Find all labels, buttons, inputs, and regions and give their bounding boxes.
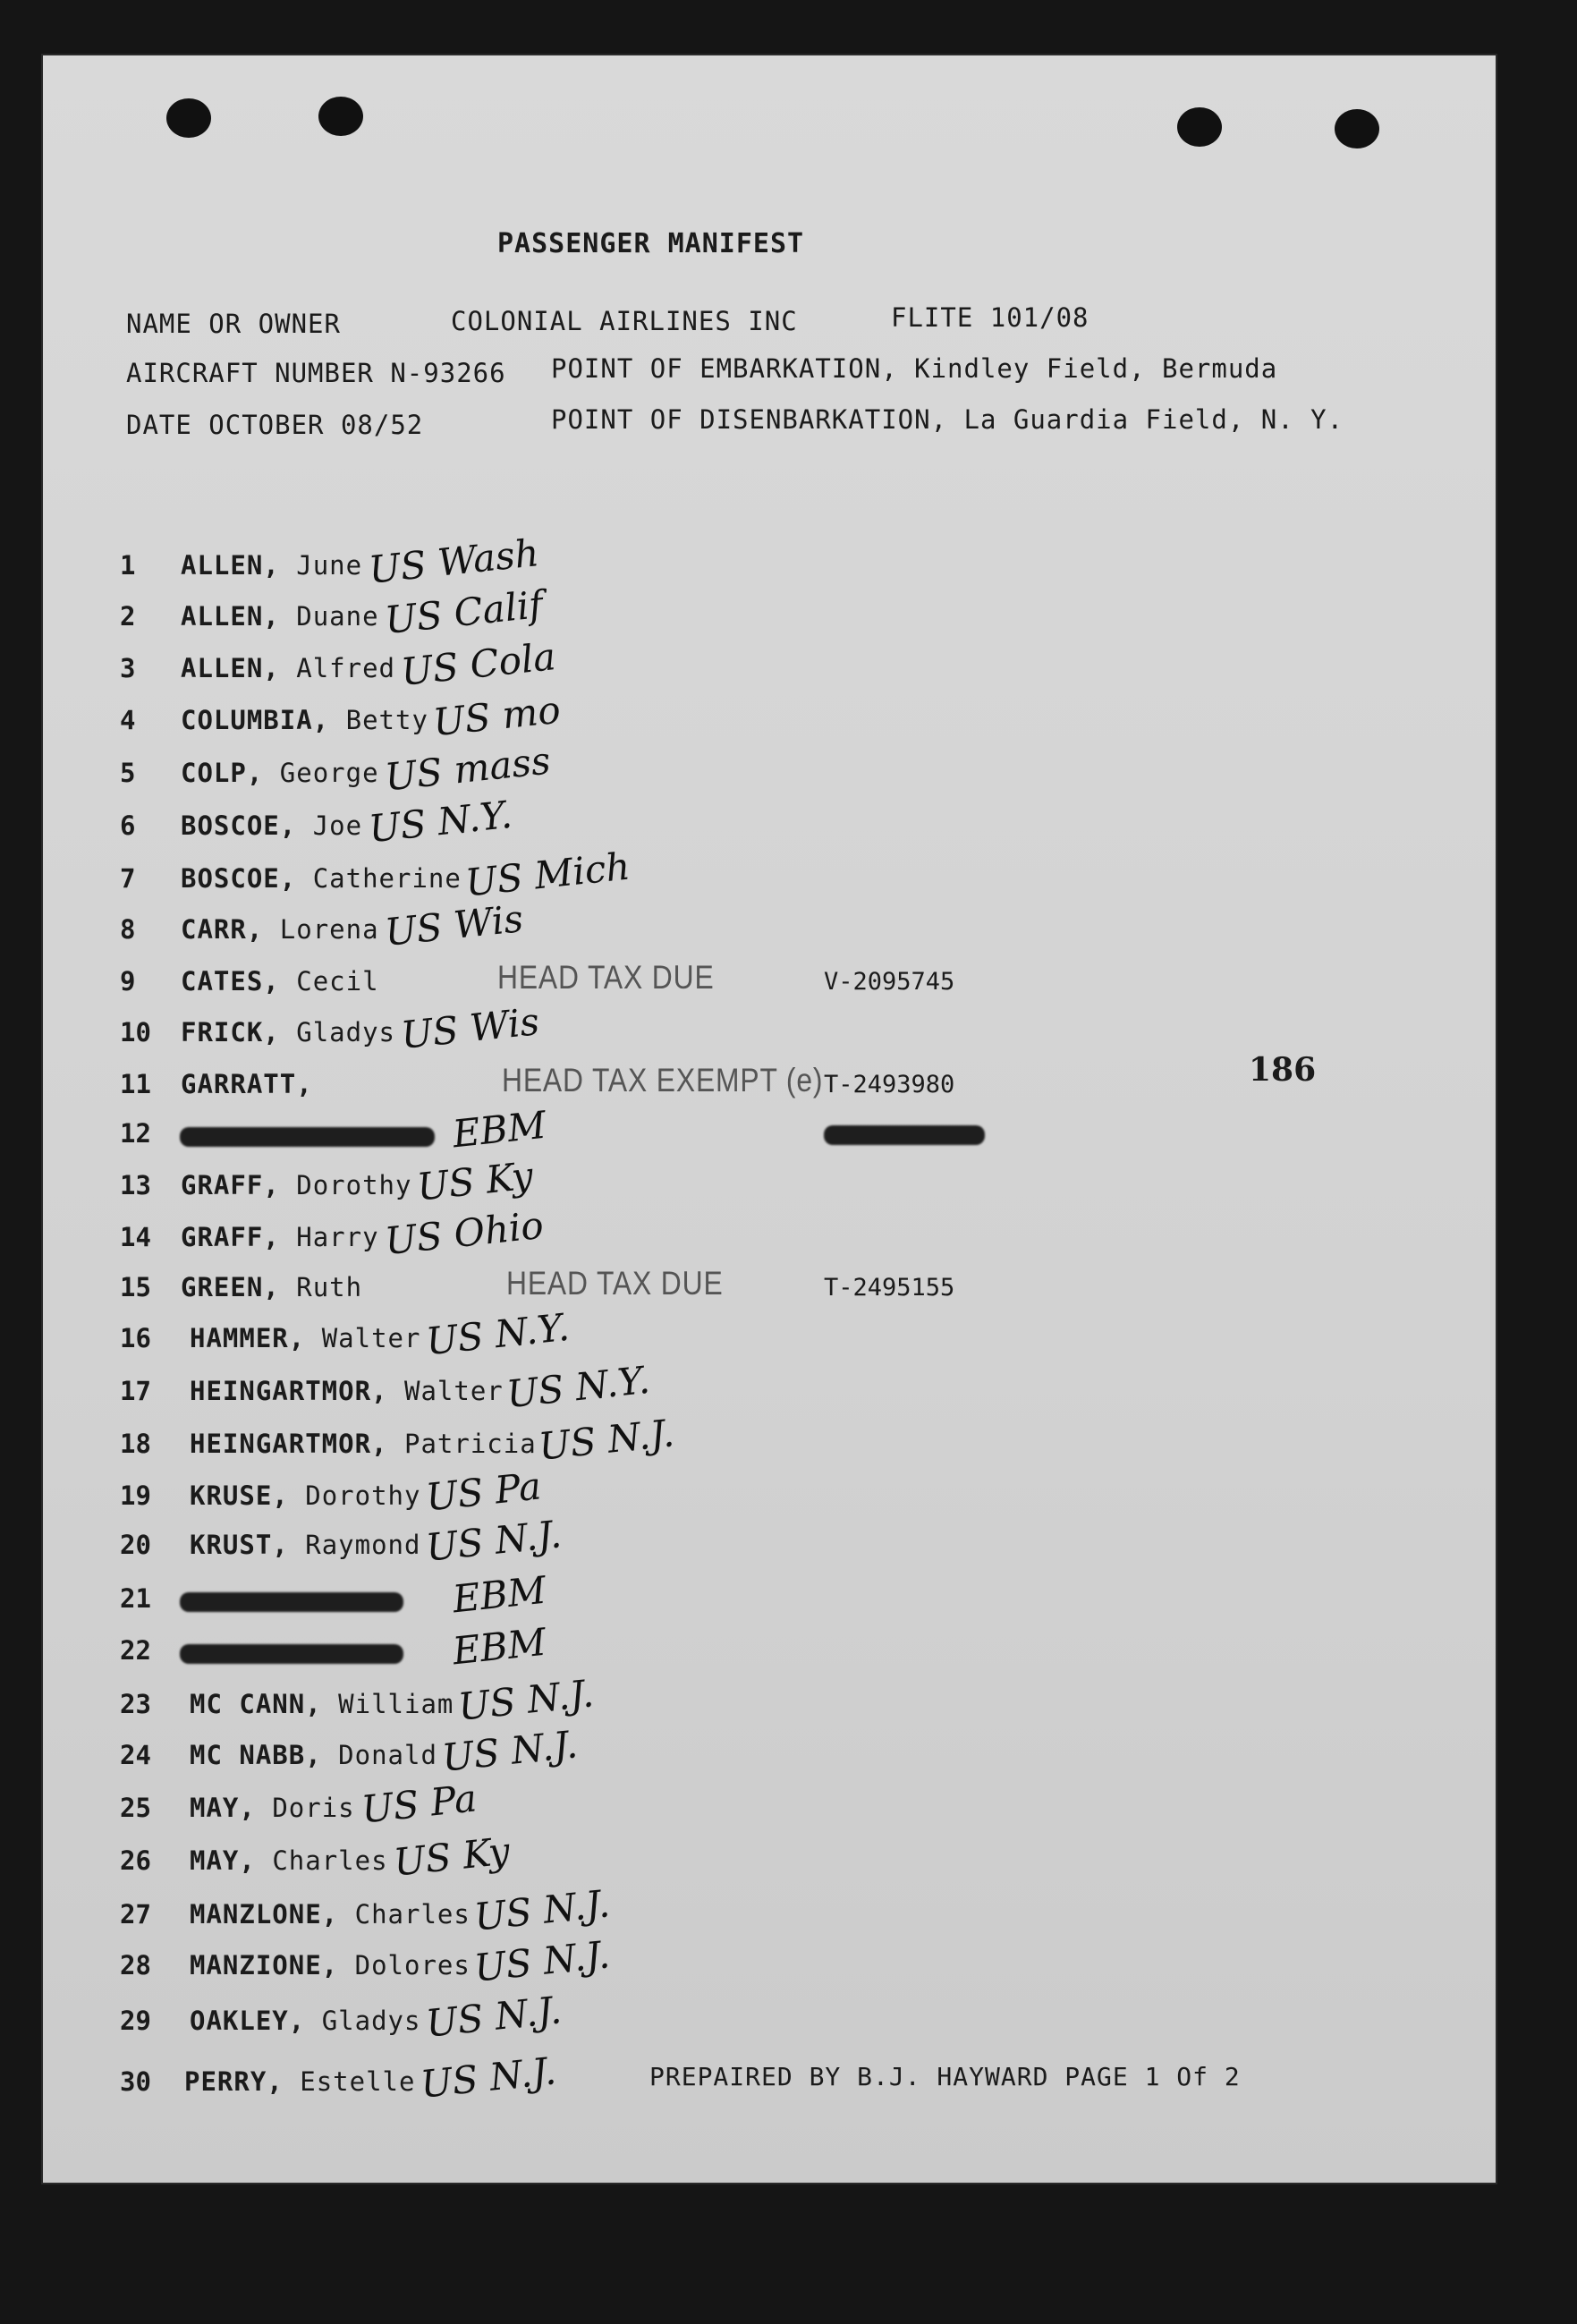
- surname: FRICK,: [181, 1017, 280, 1047]
- surname: HEINGARTMOR,: [190, 1429, 388, 1459]
- passenger-name: [190, 1429, 537, 1459]
- row-number: 30: [120, 2066, 151, 2097]
- passenger-row: [41, 1722, 1383, 1785]
- passenger-name: [190, 1530, 420, 1560]
- passenger-name: [190, 1323, 420, 1353]
- handwritten-note: US Pa: [359, 1776, 479, 1832]
- passenger-row: [41, 1357, 1383, 1421]
- passenger-name: [181, 810, 362, 841]
- row-number: 2: [120, 601, 136, 632]
- handwritten-note: US N.J.: [423, 1512, 564, 1570]
- given-name: Cecil: [296, 966, 379, 997]
- handwritten-note: US N.Y.: [366, 792, 514, 852]
- passenger-row: [41, 999, 1383, 1062]
- given-name: June: [296, 550, 363, 581]
- passenger-row: [41, 1463, 1383, 1525]
- row-number: 3: [120, 653, 136, 683]
- passenger-name: [181, 1170, 411, 1200]
- punch-hole: [1177, 107, 1222, 147]
- name-owner-label: NAME OR OWNER: [126, 309, 341, 339]
- handwritten-note: US Calif: [382, 581, 546, 643]
- prepared-by-footer: PREPAIRED BY B.J. HAYWARD PAGE 1 Of 2: [649, 2062, 1241, 2091]
- passenger-name: [181, 1272, 362, 1302]
- surname: MC NABB,: [190, 1740, 322, 1770]
- passenger-name: [181, 863, 462, 894]
- given-name: Charles: [272, 1845, 388, 1876]
- passenger-row: [41, 1062, 1383, 1114]
- row-number: 11: [120, 1069, 151, 1099]
- given-name: Dolores: [354, 1950, 471, 1980]
- manifest-sheet: [41, 54, 1497, 2184]
- given-name: Estelle: [300, 2066, 416, 2097]
- row-number: 23: [120, 1689, 151, 1719]
- handwritten-note: US mo: [430, 687, 563, 745]
- owner-value: COLONIAL AIRLINES INC: [451, 306, 798, 336]
- given-name: George: [279, 758, 379, 788]
- given-name: Doris: [272, 1793, 355, 1823]
- surname: GREEN,: [181, 1272, 280, 1302]
- row-number: 7: [120, 863, 136, 894]
- surname: HAMMER,: [190, 1323, 306, 1353]
- handwritten-note: US Wis: [382, 896, 526, 954]
- handwritten-note: EBM: [450, 1567, 548, 1622]
- row-number: 19: [120, 1480, 151, 1511]
- passenger-row: [41, 1828, 1383, 1890]
- row-number: 22: [120, 1635, 151, 1666]
- disembarkation: POINT OF DISENBARKATION, La Guardia Field, N. Y.: [551, 404, 1344, 435]
- surname: PERRY,: [184, 2066, 284, 2097]
- row-number: 18: [120, 1429, 151, 1459]
- passenger-name: [190, 1845, 388, 1876]
- aircraft-number: AIRCRAFT NUMBER N-93266: [126, 358, 506, 388]
- passenger-row: [41, 634, 1383, 698]
- row-number: 6: [120, 810, 136, 841]
- passenger-name: [181, 601, 379, 632]
- surname: ALLEN,: [181, 653, 280, 683]
- passenger-row: [41, 896, 1383, 959]
- passenger-row: [41, 1619, 1383, 1680]
- manifest-date: DATE OCTOBER 08/52: [126, 410, 424, 440]
- handwritten-note: EBM: [450, 1619, 548, 1674]
- passenger-name: [181, 1017, 395, 1047]
- given-name: Ruth: [296, 1272, 363, 1302]
- row-number: 29: [120, 2006, 151, 2036]
- given-name: Alfred: [296, 653, 395, 683]
- surname: MAY,: [190, 1793, 256, 1823]
- handwritten-note: US Wash: [366, 530, 541, 592]
- redaction-bar: [180, 1644, 403, 1664]
- row-number: 8: [120, 914, 136, 945]
- surname: KRUST,: [190, 1530, 289, 1560]
- passenger-row: [41, 844, 1383, 908]
- handwritten-note: US Ky: [391, 1828, 513, 1885]
- given-name: William: [338, 1689, 454, 1719]
- passenger-row: [41, 530, 1383, 595]
- handwritten-note: EBM: [450, 1102, 548, 1157]
- given-name: Gladys: [296, 1017, 395, 1047]
- given-name: Charles: [354, 1899, 471, 1930]
- row-number: 24: [120, 1740, 151, 1770]
- surname: MC CANN,: [190, 1689, 322, 1719]
- row-number: 16: [120, 1323, 151, 1353]
- surname: CATES,: [181, 966, 280, 997]
- passenger-row: [41, 792, 1383, 855]
- handwritten-note: US N.J.: [536, 1411, 677, 1469]
- handwritten-note: US N.J.: [471, 1932, 613, 1990]
- handwritten-note: US N.J.: [418, 2048, 559, 2107]
- passenger-name: [181, 705, 428, 735]
- passenger-name: [181, 758, 379, 788]
- given-name: Raymond: [305, 1530, 421, 1560]
- passenger-row: [41, 1202, 1383, 1267]
- ticket-number: V-2095745: [824, 968, 955, 996]
- passenger-row: [41, 1932, 1383, 1995]
- row-number: 25: [120, 1793, 151, 1823]
- row-number: 14: [120, 1222, 151, 1252]
- surname: MAY,: [190, 1845, 256, 1876]
- given-name: Lorena: [279, 914, 379, 945]
- punch-hole: [318, 97, 363, 136]
- given-name: Gladys: [321, 2006, 421, 2036]
- given-name: Betty: [345, 705, 428, 735]
- passenger-name: [181, 966, 379, 997]
- row-number: 12: [120, 1118, 151, 1149]
- surname: COLUMBIA,: [181, 705, 330, 735]
- handwritten-note: US N.Y.: [423, 1304, 572, 1364]
- given-name: Duane: [296, 601, 379, 632]
- given-name: Catherine: [312, 863, 462, 894]
- passenger-name: [190, 2006, 420, 2036]
- passenger-row: [41, 1671, 1383, 1734]
- surname: ALLEN,: [181, 550, 280, 581]
- passenger-row: [41, 1512, 1383, 1574]
- passenger-row: [41, 1411, 1383, 1473]
- row-number: 21: [120, 1583, 151, 1614]
- passenger-row: [41, 1265, 1383, 1317]
- ticket-number: T-2495155: [824, 1274, 955, 1302]
- passenger-row: [41, 1881, 1383, 1944]
- given-name: Donald: [338, 1740, 437, 1770]
- passenger-name: [190, 1376, 504, 1406]
- passenger-row: [41, 1153, 1383, 1215]
- document-title: PASSENGER MANIFEST: [497, 228, 805, 259]
- redaction-bar: [180, 1592, 403, 1612]
- surname: MANZLONE,: [190, 1899, 339, 1930]
- passenger-name: [181, 550, 362, 581]
- surname: GRAFF,: [181, 1170, 280, 1200]
- row-number: 10: [120, 1017, 151, 1047]
- given-name: Walter: [403, 1376, 504, 1406]
- passenger-row: [41, 738, 1383, 802]
- passenger-name: [190, 1793, 355, 1823]
- surname: COLP,: [181, 758, 264, 788]
- row-number: 28: [120, 1950, 151, 1980]
- surname: GRAFF,: [181, 1222, 280, 1252]
- surname: ALLEN,: [181, 601, 280, 632]
- passenger-name: [184, 2066, 415, 2097]
- redaction-bar: [824, 1125, 985, 1145]
- passenger-name: [190, 1740, 437, 1770]
- handwritten-note: US N.Y.: [504, 1357, 652, 1417]
- passenger-row: [41, 1102, 1383, 1163]
- given-name: Joe: [312, 810, 363, 841]
- ticket-number: T-2493980: [824, 1071, 955, 1098]
- passenger-name: [181, 1069, 313, 1099]
- head-tax-stamp: HEAD TAX EXEMPT (e): [502, 1062, 824, 1098]
- passenger-name: [181, 1222, 379, 1252]
- passenger-name: [190, 1480, 420, 1511]
- surname: CARR,: [181, 914, 264, 945]
- passenger-row: [41, 959, 1383, 1011]
- flight-number: FLITE 101/08: [891, 302, 1089, 333]
- passenger-name: [190, 1950, 471, 1980]
- given-name: Walter: [321, 1323, 421, 1353]
- handwritten-note: US N.J.: [423, 1988, 564, 2046]
- handwritten-note: US mass: [382, 738, 553, 800]
- surname: MANZIONE,: [190, 1950, 339, 1980]
- passenger-row: [41, 687, 1383, 750]
- handwritten-note: US Cola: [398, 634, 558, 694]
- handwritten-note: US Wis: [398, 999, 542, 1057]
- page-number: 186: [1249, 1051, 1317, 1089]
- handwritten-note: US Ky: [414, 1153, 536, 1209]
- row-number: 15: [120, 1272, 151, 1302]
- surname: GARRATT,: [181, 1069, 313, 1099]
- passenger-row: [41, 1567, 1383, 1628]
- passenger-row: [41, 1304, 1383, 1368]
- row-number: 9: [120, 966, 136, 997]
- row-number: 20: [120, 1530, 151, 1560]
- passenger-row: [41, 1988, 1383, 2050]
- surname: BOSCOE,: [181, 810, 297, 841]
- embarkation: POINT OF EMBARKATION, Kindley Field, Bermuda: [551, 353, 1278, 384]
- handwritten-note: US Pa: [423, 1463, 544, 1520]
- passenger-name: [190, 1689, 454, 1719]
- handwritten-note: US N.J.: [439, 1722, 581, 1780]
- passenger-name: [190, 1899, 471, 1930]
- given-name: Dorothy: [305, 1480, 421, 1511]
- given-name: Dorothy: [296, 1170, 412, 1200]
- surname: HEINGARTMOR,: [190, 1376, 388, 1406]
- passenger-row: [41, 1776, 1383, 1837]
- surname: KRUSE,: [190, 1480, 289, 1511]
- redaction-bar: [180, 1127, 435, 1147]
- row-number: 4: [120, 705, 136, 735]
- surname: OAKLEY,: [190, 2006, 306, 2036]
- passenger-name: [181, 914, 379, 945]
- row-number: 1: [120, 550, 136, 581]
- punch-hole: [1335, 109, 1379, 148]
- given-name: Patricia: [403, 1429, 537, 1459]
- given-name: Harry: [296, 1222, 379, 1252]
- row-number: 5: [120, 758, 136, 788]
- row-number: 27: [120, 1899, 151, 1930]
- handwritten-note: US N.J.: [455, 1671, 597, 1729]
- handwritten-note: US Mich: [462, 844, 632, 905]
- surname: BOSCOE,: [181, 863, 297, 894]
- punch-hole: [166, 98, 211, 138]
- head-tax-stamp: HEAD TAX DUE: [506, 1265, 724, 1302]
- passenger-name: [181, 653, 395, 683]
- handwritten-note: US N.J.: [471, 1881, 613, 1939]
- row-number: 17: [120, 1376, 151, 1406]
- passenger-row: [41, 581, 1383, 646]
- head-tax-stamp: HEAD TAX DUE: [497, 959, 715, 996]
- handwritten-note: US Ohio: [382, 1202, 546, 1264]
- row-number: 26: [120, 1845, 151, 1876]
- row-number: 13: [120, 1170, 151, 1200]
